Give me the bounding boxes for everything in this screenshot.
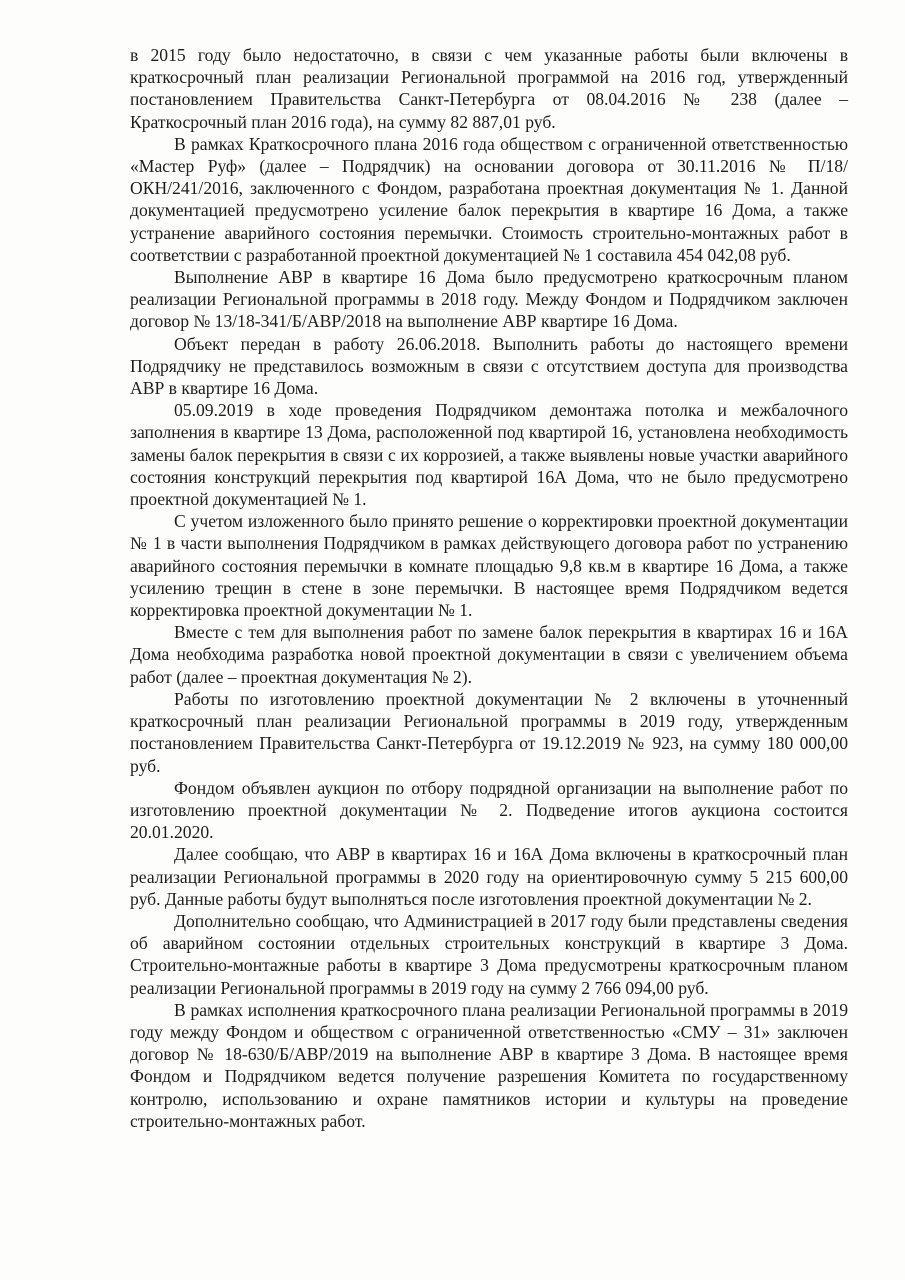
paragraph-avr-2020: Далее сообщаю, что АВР в квартирах 16 и 16А Дома включены в краткосрочный план реализации Региональной программы в 2020 году на ориентировочную сумму 5 215 600,00 руб. Данные работы будут выполняться после изготовления проектной документации № 2. bbox=[130, 844, 848, 909]
paragraph-avr-2018: Выполнение АВР в квартире 16 Дома было предусмотрено краткосрочным планом реализации Региональной программы в 2018 году. Между Фондом и Подрядчиком заключен договор № 13/18-341/Б/АВР/2018 на выполнение АВР квартире 16 Дома. bbox=[130, 267, 848, 332]
paragraph-inspection-2019: 05.09.2019 в ходе проведения Подрядчиком демонтажа потолка и межбалочного заполнения в квартире 13 Дома, расположенной под квартирой 16, установлена необходимость замены балок перекрытия в связи с их коррозией, а также выявлены новые участки аварийного состояния конструкций перекрытия под квартирой 16А Дома, что не было предусмотрено проектной документацией № 1. bbox=[130, 400, 848, 510]
paragraph-continuation: в 2015 году было недостаточно, в связи с чем указанные работы были включены в краткосрочный план реализации Региональной программой на 2016 год, утвержденный постановлением Правительства Санкт-Петербурга от 08.04.2016 № 238 (далее – Краткосрочный план 2016 года), на сумму 82 887,01 руб. bbox=[130, 45, 848, 132]
paragraph-correction-decision: С учетом изложенного было принято решение о корректировки проектной документации № 1 в части выполнения Подрядчиком в рамках действующего договора работ по устранению аварийного состояния перемычки в комнате площадью 9,8 кв.м в квартире 16 Дома, а также усилению трещин в стене в зоне перемычки. В настоящее время Подрядчиком ведется корректировка проектной документации № 1. bbox=[130, 511, 848, 621]
paragraph-auction: Фондом объявлен аукцион по отбору подрядной организации на выполнение работ по изготовлению проектной документации № 2. Подведение итогов аукциона состоится 20.01.2020. bbox=[130, 777, 848, 843]
paragraph-smu-31-contract: В рамках исполнения краткосрочного плана реализации Региональной программы в 2019 году между Фондом и обществом с ограниченной ответственностью «СМУ – 31» заключен договор № 18-630/Б/АВР/2019 на выполнение АВР в квартире 3 Дома. В настоящее время Фондом и Подрядчиком ведется получение разрешения Комитета по государственному контролю, использованию и охране памятников истории и культуры на проведение строительно-монтажных работ. bbox=[130, 999, 848, 1131]
paragraph-documentation-2-plan: Работы по изготовлению проектной документации № 2 включены в уточненный краткосрочный план реализации Региональной программы в 2019 году, утвержденным постановлением Правительства Санкт-Петербурга от 19.12.2019 № 923, на сумму 180 000,00 руб. bbox=[130, 688, 848, 776]
document-body bbox=[130, 44, 848, 1132]
paragraph-new-documentation: Вместе с тем для выполнения работ по замене балок перекрытия в квартирах 16 и 16А Дома необходима разработка новой проектной документации в связи с увеличением объема работ (далее – проектная документация № 2). bbox=[130, 622, 848, 687]
paragraph-apartment-3: Дополнительно сообщаю, что Администрацией в 2017 году были представлены сведения об аварийном состоянии отдельных строительных конструкций в квартире 3 Дома. Строительно-монтажные работы в квартире 3 Дома предусмотрены краткосрочным планом реализации Региональной программы в 2019 году на сумму 2 766 094,00 руб. bbox=[130, 910, 848, 998]
paragraph-object-transferred: Объект передан в работу 26.06.2018. Выполнить работы до настоящего времени Подрядчику не представилось возможным в связи с отсутствием доступа для производства АВР в квартире 16 Дома. bbox=[130, 333, 848, 399]
paragraph-project-documentation-1: В рамках Краткосрочного плана 2016 года обществом с ограниченной ответственностью «Мастер Руф» (далее – Подрядчик) на основании договора от 30.11.2016 № П/18/ОКН/241/2016, заключенного с Фондом, разработана проектная документация № 1. Данной документацией предусмотрено усиление балок перекрытия в квартире 16 Дома, а также устранение аварийного состояния перемычки. Стоимость строительно-монтажных работ в соответствии с разработанной проектной документацией № 1 составила 454 042,08 руб. bbox=[130, 133, 848, 265]
